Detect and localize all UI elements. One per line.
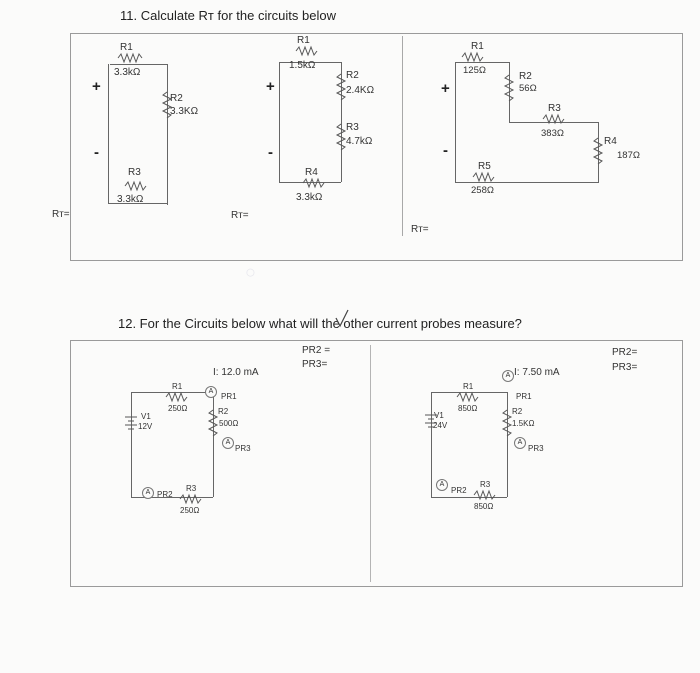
circuit1-rt-label: Rᴛ= xyxy=(52,209,70,220)
circuit3-wire-mid xyxy=(509,122,599,123)
circuit2-r1-name: R1 xyxy=(297,35,310,46)
question-12-divider xyxy=(370,345,371,582)
q12-circuit2-pr1: PR1 xyxy=(516,392,532,401)
circuit2-r2-name: R2 xyxy=(346,70,359,81)
q12-circuit2-pr3: PR3 xyxy=(528,444,544,453)
circuit2-rt-label: Rᴛ= xyxy=(231,210,249,221)
circuit1-minus: - xyxy=(94,144,99,161)
circuit3-plus: + xyxy=(441,80,450,97)
circuit2-wire-right xyxy=(341,62,342,182)
circuit1-wire-top-right xyxy=(110,64,168,205)
q12-circuit1-probe-pr2-icon: A xyxy=(142,487,154,499)
q12-circuit1-pr3-label: PR3= xyxy=(302,359,328,370)
q12-circuit2-r1-value: 850Ω xyxy=(458,404,478,413)
circuit3-wire-r4 xyxy=(598,122,599,182)
q12-circuit2-wire-bottom xyxy=(431,497,507,498)
q12-circuit1-r2-value: 500Ω xyxy=(219,419,239,428)
q12-circuit2-r1-name: R1 xyxy=(463,382,474,391)
q12-circuit2-probe-pr2-icon: A xyxy=(436,479,448,491)
question-12-frame xyxy=(70,340,683,587)
circuit2-divider xyxy=(402,36,403,236)
circuit1-wire-left xyxy=(108,64,109,204)
circuit2-wire-left xyxy=(279,62,280,182)
circuit2-wire-bottom xyxy=(279,182,341,183)
circuit3-r3-value: 383Ω xyxy=(541,128,564,139)
circuit1-plus: + xyxy=(92,78,101,95)
q12-circuit2-r3-name: R3 xyxy=(480,480,491,489)
q12-circuit1-v1-name: V1 xyxy=(141,412,151,421)
q12-circuit2-pr2-label: PR2= xyxy=(612,347,638,358)
circuit3-wire-bottom xyxy=(455,182,599,183)
q12-circuit1-r1-name: R1 xyxy=(172,382,183,391)
q12-circuit1-r3-name: R3 xyxy=(186,484,197,493)
circuit3-r5-name: R5 xyxy=(478,161,491,172)
q12-circuit1-pr2: PR2 xyxy=(157,490,173,499)
q12-circuit2-wire-left xyxy=(431,392,432,497)
q12-circuit2-pr2: PR2 xyxy=(451,486,467,495)
circuit3-r1-value: 125Ω xyxy=(463,65,486,76)
question-12-title: 12. For the Circuits below what will the other current probes measure? xyxy=(118,316,522,331)
question-11-title: 11. Calculate Rᴛ for the circuits below xyxy=(120,8,336,23)
circuit3-r2-name: R2 xyxy=(519,71,532,82)
circuit2-r4-name: R4 xyxy=(305,167,318,178)
q12-circuit1-r1-value: 250Ω xyxy=(168,404,188,413)
q12-circuit2-wire-right xyxy=(507,392,508,497)
circuit2-r1-value: 1.5kΩ xyxy=(289,60,316,71)
circuit2-r3-value: 4.7kΩ xyxy=(346,136,373,147)
q12-circuit2-r2-value: 1.5KΩ xyxy=(512,419,535,428)
q12-circuit2-r2-name: R2 xyxy=(512,407,523,416)
q12-circuit1-wire-right xyxy=(213,392,214,497)
circuit1-r3-name: R3 xyxy=(128,167,141,178)
circuit3-minus: - xyxy=(443,142,448,159)
q12-circuit1-probe-pr3-icon: A xyxy=(222,437,234,449)
q12-circuit1-r3-value: 250Ω xyxy=(180,506,200,515)
circuit3-wire-top xyxy=(455,62,510,63)
q12-circuit1-wire-top xyxy=(131,392,213,393)
circuit2-r2-value: 2.4KΩ xyxy=(346,85,375,96)
circuit3-wire-r2 xyxy=(509,62,510,122)
circuit3-r5-value: 258Ω xyxy=(471,185,494,196)
circuit3-r2-value: 56Ω xyxy=(519,83,537,94)
circuit3-r4-name: R4 xyxy=(604,136,617,147)
circuit2-r4-value: 3.3kΩ xyxy=(296,192,323,203)
circuit2-minus: - xyxy=(268,144,273,161)
circuit3-wire-left xyxy=(455,62,456,182)
circuit2-plus: + xyxy=(266,78,275,95)
q12-circuit1-probe-pr1-icon: A xyxy=(205,386,217,398)
q12-circuit2-pr3-label: PR3= xyxy=(612,362,638,373)
q12-circuit2-v1-name: V1 xyxy=(434,411,444,420)
q12-circuit1-r2-name: R2 xyxy=(218,407,229,416)
circuit3-r1-name: R1 xyxy=(471,41,484,52)
q12-circuit1-pr1: PR1 xyxy=(221,392,237,401)
q12-circuit2-wire-top xyxy=(431,392,507,393)
circuit1-r2-value: 3.3KΩ xyxy=(170,106,199,117)
circuit3-r4-value: 187Ω xyxy=(617,150,640,161)
q12-circuit2-r3-value: 850Ω xyxy=(474,502,494,511)
q12-circuit1-v1-value: 12V xyxy=(138,422,153,431)
q12-circuit2-current: I: 7.50 mA xyxy=(514,367,560,378)
q12-circuit1-wire-left xyxy=(131,392,132,497)
q12-circuit2-probe-pr3-icon: A xyxy=(514,437,526,449)
q12-circuit1-current: I: 12.0 mA xyxy=(213,367,259,378)
scan-ghost-mark: ○ xyxy=(245,262,256,282)
circuit1-r1-value: 3.3kΩ xyxy=(114,67,141,78)
q12-circuit2-v1-value: 24V xyxy=(433,421,448,430)
circuit1-r3-value: 3.3kΩ xyxy=(117,194,144,205)
circuit1-r1-name: R1 xyxy=(120,42,133,53)
q12-circuit1-pr3: PR3 xyxy=(235,444,251,453)
q12-circuit1-pr2-label: PR2 = xyxy=(302,345,331,356)
circuit3-rt-label: Rᴛ= xyxy=(411,224,429,235)
q12-circuit2-probe-pr1-icon: A xyxy=(502,370,514,382)
circuit1-r2-name: R2 xyxy=(170,93,183,104)
circuit3-r3-name: R3 xyxy=(548,103,561,114)
circuit2-r3-name: R3 xyxy=(346,122,359,133)
